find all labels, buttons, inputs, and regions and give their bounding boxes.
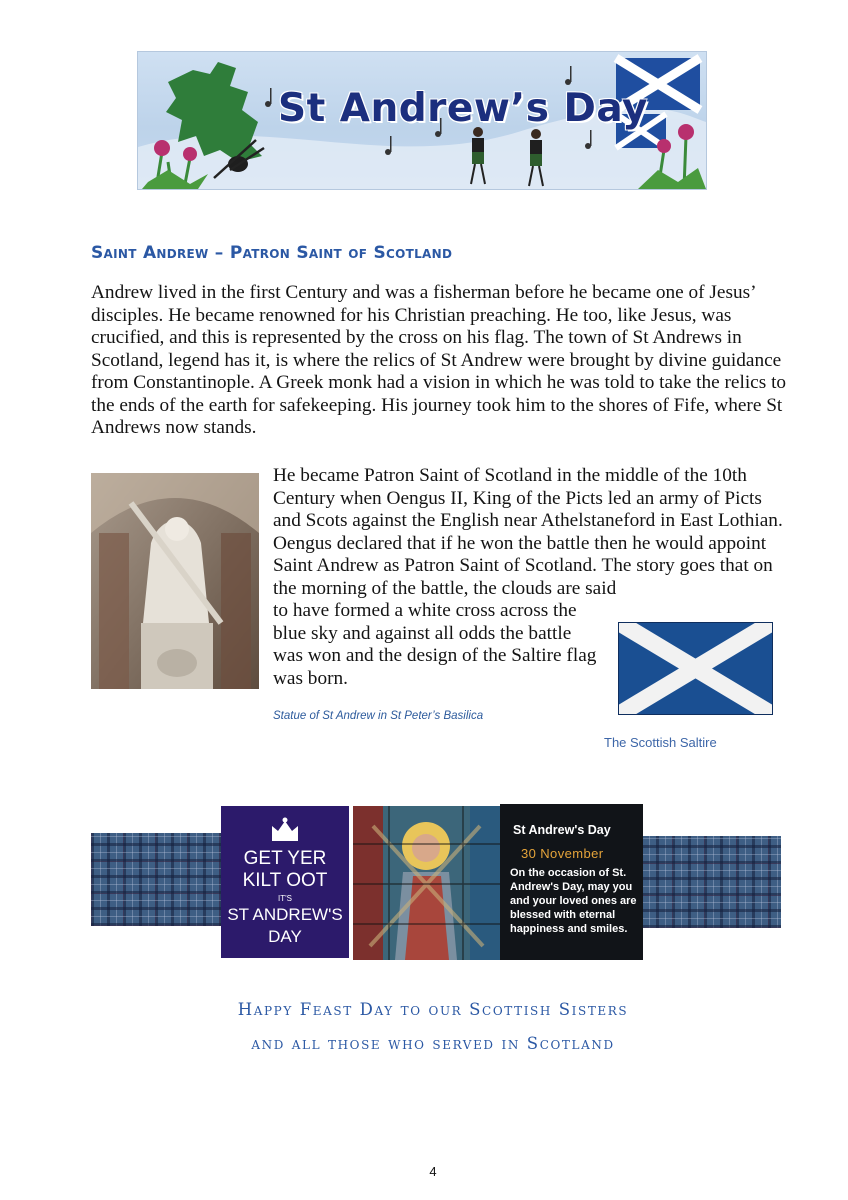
closing-line-1: Happy Feast Day to our Scottish Sisters bbox=[237, 1000, 629, 1019]
kilt-line-1: GET YER bbox=[243, 848, 327, 869]
kilt-line-3: IT'S bbox=[278, 894, 292, 903]
banner-title: St Andrew’s Day bbox=[278, 86, 648, 131]
stained-glass-image bbox=[353, 806, 500, 960]
kilt-line-2: KILT OOT bbox=[242, 870, 328, 891]
card-title: St Andrew's Day bbox=[513, 823, 611, 837]
card-message: On the occasion of St. Andrew's Day, may you and your loved ones are blessed with eternal happiness and smiles. bbox=[510, 867, 637, 935]
paragraph-patron-saint-narrow: to have formed a white cross across the blue sky and against all odds the battle was won and the design of the Saltire flag was born. bbox=[273, 600, 597, 689]
kilt-poster-image bbox=[221, 806, 349, 958]
tartan-pattern-left bbox=[91, 833, 221, 926]
crown-icon bbox=[269, 816, 301, 842]
flag-caption: The Scottish Saltire bbox=[604, 735, 717, 750]
closing-line-2: and all those who served in Scotland bbox=[251, 1034, 615, 1053]
card-date: 30 November bbox=[521, 846, 604, 861]
tartan-pattern-right bbox=[640, 836, 781, 928]
page-number: 4 bbox=[429, 1164, 437, 1179]
statue-photo bbox=[91, 473, 259, 689]
greeting-card-image bbox=[500, 804, 643, 960]
statue-caption: Statue of St Andrew in St Peter’s Basilica bbox=[273, 710, 484, 722]
saltire-flag-image bbox=[618, 622, 773, 715]
section-heading: Saint Andrew – Patron Saint of Scotland bbox=[91, 243, 453, 263]
header-banner-image bbox=[137, 51, 707, 190]
kilt-line-5: DAY bbox=[268, 927, 302, 946]
paragraph-patron-saint-wide: He became Patron Saint of Scotland in the middle of the 10th Century when Oengus II, King of the Picts led an army of Picts and Scots against the English near Athelstaneford in East Lothian. Oengus declared that if he won the battle then he would appoint Saint Andrew as Patron Saint of Scotland. The story goes that on the morning of the battle, the clouds are said bbox=[273, 465, 783, 599]
paragraph-history: Andrew lived in the first Century and was a fisherman before he became one of Jesus’ disciples. He became renowned for his Christian preaching. He too, like Jesus, was crucified, and this is represented by the cross on his flag. The town of St Andrews in Scotland, legend has it, is where the relics of St Andrew were brought by divine guidance from Constantinople. A Greek monk had a vision in which he was told to take the relics to the ends of the earth for safekeeping. His journey took him to the shores of Fife, where St Andrews now stands. bbox=[91, 282, 787, 438]
kilt-line-4: ST ANDREW'S bbox=[227, 905, 343, 924]
